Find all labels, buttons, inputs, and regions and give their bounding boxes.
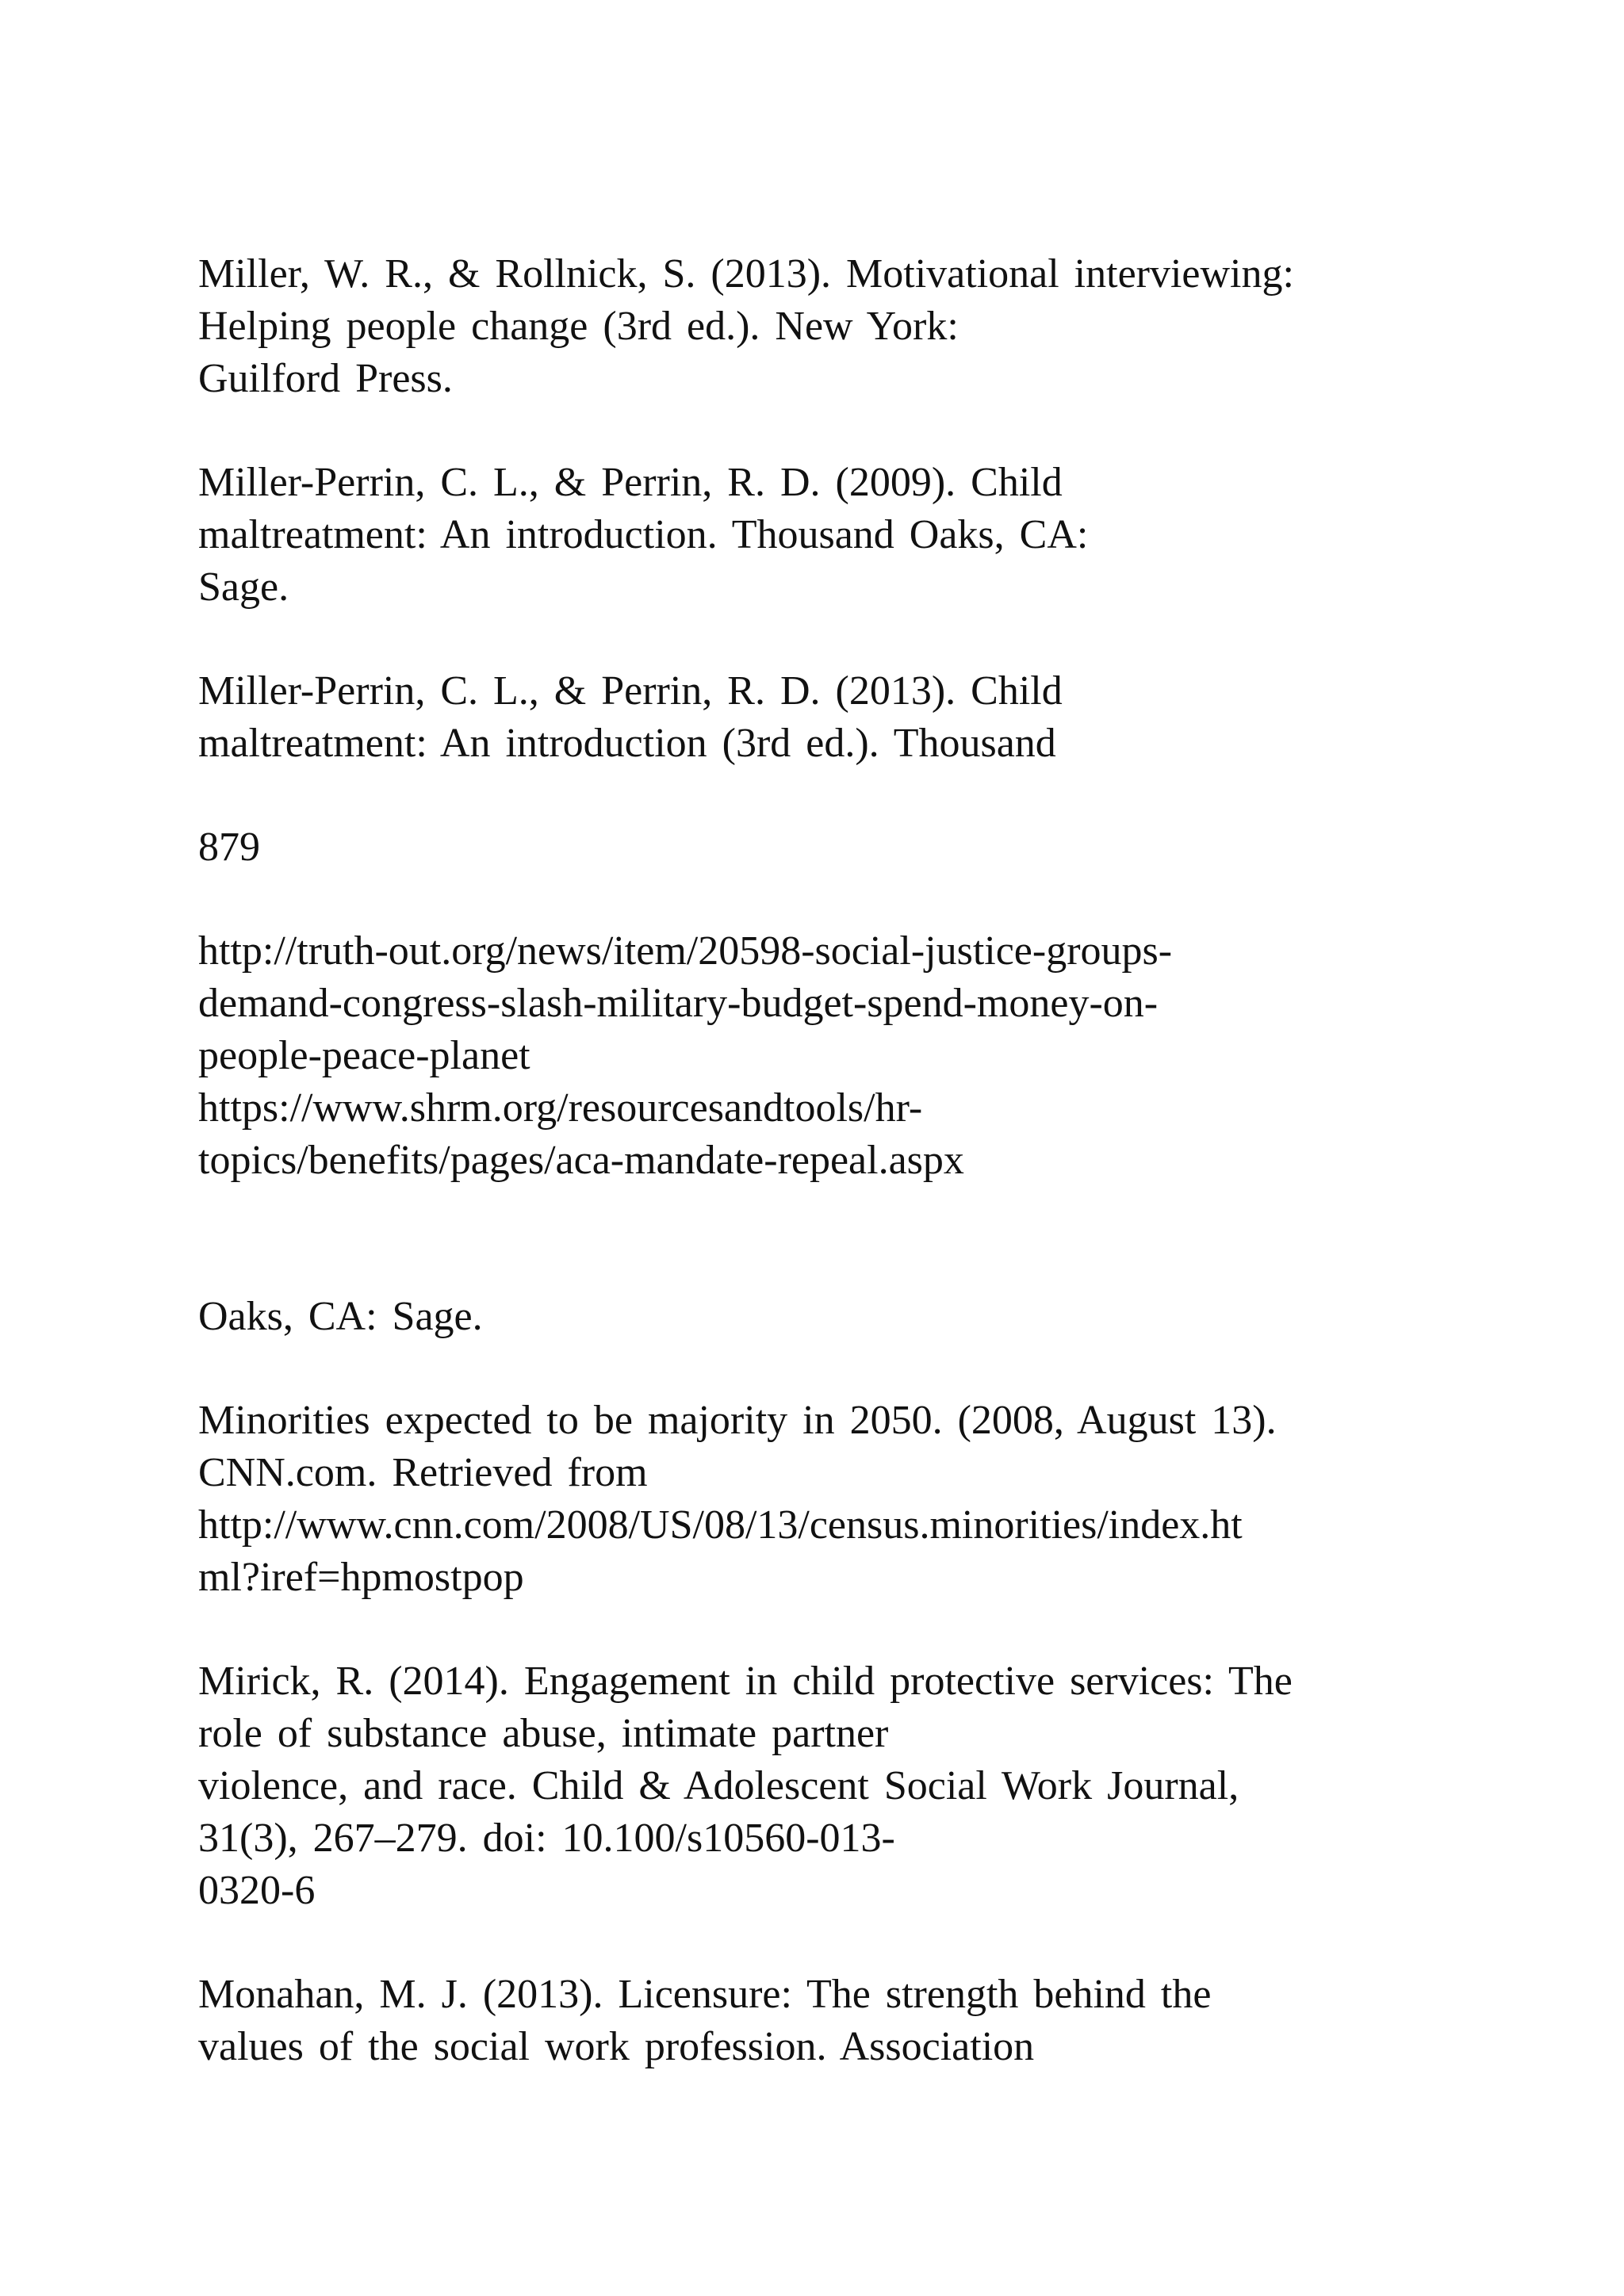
- reference-line: Miller, W. R., & Rollnick, S. (2013). Motivational interviewing:: [198, 251, 1294, 297]
- reference-line: maltreatment: An introduction. Thousand Oaks, CA:: [198, 512, 1089, 557]
- reference-line: Monahan, M. J. (2013). Licensure: The strength behind the: [198, 1972, 1212, 2017]
- url-line: ml?iref=hpmostpop: [198, 1555, 524, 1600]
- reference-line: Guilford Press.: [198, 356, 453, 401]
- reference-line: Sage.: [198, 564, 289, 610]
- url-line: http://www.cnn.com/2008/US/08/13/census.minorities/index.ht: [198, 1502, 1243, 1548]
- reference-line: CNN.com. Retrieved from: [198, 1450, 648, 1495]
- url-line: demand-congress-slash-military-budget-spend-money-on-: [198, 981, 1159, 1026]
- reference-line: Miller-Perrin, C. L., & Perrin, R. D. (2013). Child: [198, 668, 1063, 714]
- reference-line: violence, and race. Child & Adolescent Social Work Journal,: [198, 1763, 1239, 1808]
- reference-line: Oaks, CA: Sage.: [198, 1294, 483, 1339]
- reference-line: Miller-Perrin, C. L., & Perrin, R. D. (2009). Child: [198, 460, 1063, 505]
- reference-line: 0320-6: [198, 1868, 316, 1913]
- page-number: 879: [198, 825, 260, 870]
- reference-line: role of substance abuse, intimate partner: [198, 1711, 889, 1756]
- reference-line: 31(3), 267–279. doi: 10.100/s10560-013-: [198, 1816, 895, 1861]
- url-line: topics/benefits/pages/aca-mandate-repeal.aspx: [198, 1138, 964, 1183]
- url-line: https://www.shrm.org/resourcesandtools/hr-: [198, 1085, 923, 1131]
- url-line: http://truth-out.org/news/item/20598-social-justice-groups-: [198, 928, 1173, 974]
- reference-line: Helping people change (3rd ed.). New York:: [198, 304, 959, 349]
- reference-line: Minorities expected to be majority in 2050. (2008, August 13).: [198, 1398, 1277, 1443]
- url-line: people-peace-planet: [198, 1033, 530, 1078]
- reference-line: values of the social work profession. Association: [198, 2024, 1035, 2069]
- reference-line: maltreatment: An introduction (3rd ed.). Thousand: [198, 721, 1056, 766]
- reference-line: Mirick, R. (2014). Engagement in child protective services: The: [198, 1659, 1293, 1704]
